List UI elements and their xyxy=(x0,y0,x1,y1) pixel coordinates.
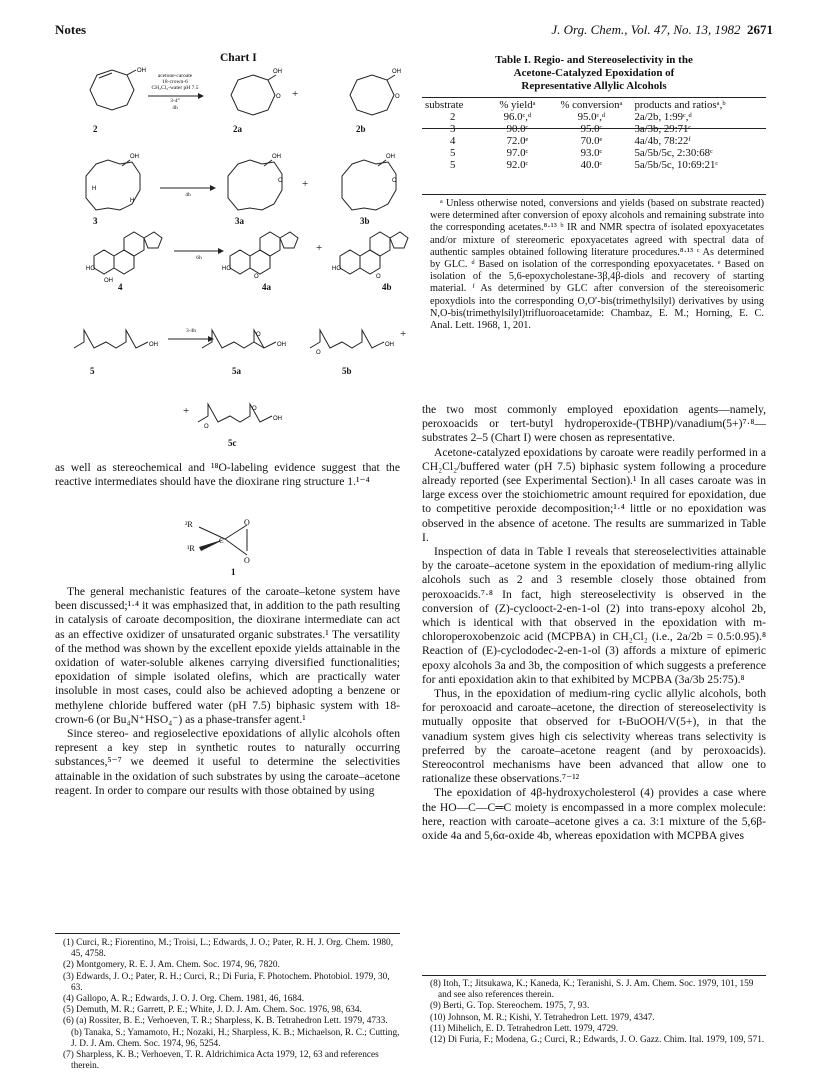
reference-7: (7) Sharpless, K. B.; Verhoeven, T. R. Aldrichimica Acta 1979, 12, 63 and references therein. xyxy=(63,1050,379,1072)
col-header-yield: % yieldᵃ xyxy=(499,99,536,111)
label-5c: 5c xyxy=(228,438,237,448)
reagent-line-4: 3-4° xyxy=(170,98,180,104)
svg-text:O: O xyxy=(392,178,397,184)
plus-sign-4: + xyxy=(400,328,407,340)
svg-text:OH: OH xyxy=(277,342,286,348)
label-2b: 2b xyxy=(356,124,366,134)
paragraph-dioxirane: as well as stereochemical and ¹⁸O-labeling evidence suggest that the reactive intermediates should have the dioxirane ring structure 1.¹⁻⁴ xyxy=(55,461,400,489)
svg-text:OH: OH xyxy=(130,154,139,160)
table-footnote-text: ᵃ Unless otherwise noted, conversions and yields (based on substrate reacted) were determined after conversion of epoxy alcohols and remaining substrate into the corresponding acetates.⁸·¹³ ᵇ IR and NMR spectra of isolated epoxyacetates and/or mixture of stereomeric epoxyacetates agreed with spectral data of authentic samples obtained following literature procedures.⁸·¹³ ᶜ As determined by GLC. ᵈ Based on isolation of the corresponding epoxyacetates. ᵉ Based on isolation of the 5,6-epoxycholestane-3β,4β-diols and recovery of starting material. ᶠ As determined by GLC after conversion of the stereoisomeric epoxydiols into the corresponding O,O′-bis(trimethylsilyl) derivatives by using N,O-bis(trimethylsilyl)trifluoroacetamide: Chambaz, E. M.; Horning, E. C. Anal. Lett. 1968, 1, 201. xyxy=(430,198,764,332)
paragraph-agents: the two most commonly employed epoxidation agents—namely, peroxoacids or tert-butyl hydroperoxide-(TBHP)/vanadium(5+)⁷·⁸—substrates 2–5 (Chart I) were chosen as representative. xyxy=(422,403,766,445)
cell-substrate: 5 xyxy=(450,147,456,159)
cell-yield: 92.0ᶜ xyxy=(506,159,529,171)
cell-products: 2a/2b, 1:99ᶜ,ᵈ xyxy=(634,111,692,123)
table-top-rule xyxy=(422,97,766,98)
svg-text:O: O xyxy=(244,556,250,565)
paragraph-stereocontrol: Thus, in the epoxidation of medium-ring cyclic allylic alcohols, both for peroxoacid and caroate–acetone, the direction of stereoselectivity is mutually opposite that observed for t-BuOOH/V(5+), in that the vanadium system gives high cis selectivity whereas trans selectivity is preferred by the caroate–acetone reagent (and by peroxoacids). Stereocontrol mechanisms have been advanced that allow one to rationalize these observations.⁷⁻¹² xyxy=(422,687,766,786)
chart-title: Chart I xyxy=(220,52,257,64)
plus-sign-2: + xyxy=(302,178,309,190)
svg-text:OH: OH xyxy=(385,342,394,348)
table-title-line-2: Acetone-Catalyzed Epoxidation of xyxy=(513,67,675,79)
reference-1: (1) Curci, R.; Fiorentino, M.; Troisi, L.; Edwards, J. O.; Pater, R. H. J. Org. Chem. 1980, 45, 4758. xyxy=(63,938,394,960)
reference-2: (2) Montgomery, R. E. J. Am. Chem. Soc. 1974, 96, 7820. xyxy=(63,960,280,971)
svg-text:O: O xyxy=(316,350,321,356)
svg-text:O: O xyxy=(278,178,283,184)
reagent-line-2: 18-crown-6 xyxy=(162,79,188,85)
reference-4: (4) Gallopo, A. R.; Edwards, J. O. J. Org. Chem. 1981, 46, 1684. xyxy=(63,994,305,1005)
svg-text:OH: OH xyxy=(273,416,282,422)
label-3a: 3a xyxy=(235,216,244,226)
label-2a: 2a xyxy=(233,124,242,134)
cell-products: 5a/5b/5c, 2:30:68ᶜ xyxy=(634,147,713,159)
reference-8: (8) Itoh, T.; Jitsukawa, K.; Kaneda, K.; Teranishi, S. J. Am. Chem. Soc. 1979, 101, 159 and see also references therein. xyxy=(430,979,754,1001)
paragraph-inspection: Inspection of data in Table I reveals that stereoselectivities attainable by the caroate–acetone system in the epoxidation of medium-ring allylic alcohols such as 2 and 3 resemble closely those obtained from peroxoacids.⁷·⁸ In fact, high stereoselectivity is observed in the conversion of (Z)-cyclooct-2-en-1-ol (2) into trans-epoxy alcohol 2b, which is identical with that observed in the epoxidation with m-chloroperoxobenzoic acid (MCPBA) in CH₂Cl₂ (i.e., 2a/2b = 0.5:0.95).⁸ Reaction of (E)-cyclododec-2-en-1-ol (3) affords a mixture of epimeric epoxy alcohols 3a and 3b, the composition of which suggests a preference for anti epoxidation akin to that exhibited by MCPBA (3a/3b 25:75).⁸ xyxy=(422,545,766,686)
right-column-body xyxy=(422,403,766,843)
table-row xyxy=(422,147,766,159)
cell-substrate: 4 xyxy=(450,135,456,147)
label-5b: 5b xyxy=(342,366,352,376)
svg-text:H: H xyxy=(130,198,135,204)
reference-9: (9) Berti, G. Top. Stereochem. 1975, 7, 93. xyxy=(430,1001,590,1012)
svg-text:O: O xyxy=(244,518,250,527)
structure-5 xyxy=(72,318,162,358)
paragraph-procedure: Acetone-catalyzed epoxidations by caroate were readily performed in a CH₂Cl₂/buffered water (pH 7.5) biphasic system following a procedure already reported (see Experimental Section).¹ In all cases caroate was in large excess over the stoichiometric amount required for epoxidation, due to competitive peroxide decomposition;¹·⁴ little or no epoxidation was observed in the absence of acetone. The results are summarized in Table I. xyxy=(422,445,766,544)
svg-text:OH: OH xyxy=(386,154,395,160)
table-title-line-1: Table I. Regio- and Stereoselectivity in the xyxy=(495,54,693,66)
label-1: 1 xyxy=(231,567,236,577)
reaction-arrow-2 xyxy=(160,185,216,191)
label-3b: 3b xyxy=(360,216,370,226)
paragraph-selectivity: Since stereo- and regioselective epoxidations of allylic alcohols often represent a key step in synthetic routes to naturally occurring substances,⁵⁻⁷ we deemed it useful to determine the selectivities attainable in the oxidation of such substrates by using the caroate–acetone reagent. In order to compare our results with those obtained by using xyxy=(55,727,400,797)
label-2: 2 xyxy=(93,124,98,134)
reference-11: (11) Mihelich, E. D. Tetrahedron Lett. 1979, 4729. xyxy=(430,1023,619,1034)
table-title xyxy=(422,54,766,93)
cell-substrate: 3 xyxy=(450,123,456,135)
svg-text:OH: OH xyxy=(392,69,401,75)
cell-yield: 97.0ᶜ xyxy=(506,147,529,159)
structure-2 xyxy=(82,68,146,120)
table-title-line-3: Representative Allylic Alcohols xyxy=(521,80,667,92)
reference-10: (10) Johnson, M. R.; Kishi, Y. Tetrahedron Lett. 1979, 4347. xyxy=(430,1012,655,1023)
structure-3a xyxy=(224,154,288,214)
label-4a: 4a xyxy=(262,282,271,292)
table-row xyxy=(422,111,766,123)
reagent-line-3: CH₂Cl₂-water pH 7.5 xyxy=(151,85,199,91)
cell-conversion: 40.0ᶜ xyxy=(580,159,603,171)
structure-4b xyxy=(332,226,412,280)
table-header-row xyxy=(422,99,766,111)
plus-sign-3: + xyxy=(316,242,323,254)
structure-2a xyxy=(226,69,286,125)
svg-text:OH: OH xyxy=(137,68,146,74)
svg-text:OH: OH xyxy=(273,69,282,75)
label-4b: 4b xyxy=(382,282,392,292)
structure-5b xyxy=(308,318,398,358)
svg-text:O: O xyxy=(254,274,259,280)
svg-text:O: O xyxy=(395,94,400,100)
structure-1-dioxirane xyxy=(185,517,265,577)
svg-text:HO: HO xyxy=(332,266,341,272)
cell-conversion: 70.0ᵉ xyxy=(580,135,603,147)
reaction-time-2: 4h xyxy=(185,192,191,198)
running-header-journal xyxy=(551,22,773,38)
reference-6: (6) (a) Rossiter, B. E.; Verhoeven, T. R.; Sharpless, K. B. Tetrahedron Lett. 1979, 4733. (b) Tanaka, S.; Yamamoto, H.; Nozaki, H.; Sharpless, K. B.; Michaelson, R. C.; Cutting, J. D. J. Am. Chem. Soc. 1974, 96, 5254. xyxy=(63,1016,400,1049)
structure-5c xyxy=(196,392,286,432)
running-header-section: Notes xyxy=(55,22,87,37)
cell-substrate: 2 xyxy=(450,111,456,123)
structure-5a xyxy=(200,318,290,358)
svg-text:O: O xyxy=(252,406,257,412)
cell-yield: 96.0ᶜ,ᵈ xyxy=(503,111,532,123)
col-header-conversion: % conversionᵃ xyxy=(560,99,623,111)
footnote-rule-right xyxy=(422,975,766,976)
svg-text:O: O xyxy=(376,274,381,280)
label-5a: 5a xyxy=(232,366,241,376)
left-column-body xyxy=(55,585,400,798)
references-right xyxy=(430,979,766,1046)
cell-conversion: 95.0ᶜ,ᵈ xyxy=(577,111,606,123)
table-row xyxy=(422,123,766,135)
reaction-time-3: 6h xyxy=(196,255,202,261)
page-number: 2671 xyxy=(747,22,773,37)
table-body xyxy=(422,111,766,171)
reaction-arrow-3 xyxy=(174,248,224,254)
table-bottom-rule xyxy=(422,194,766,195)
reaction-time-1: 4h xyxy=(172,105,178,111)
svg-text:HO: HO xyxy=(86,266,95,272)
svg-text:OH: OH xyxy=(272,154,281,160)
cell-yield: 72.0ᵉ xyxy=(506,135,529,147)
label-3: 3 xyxy=(93,216,98,226)
svg-text:²R: ²R xyxy=(185,520,193,529)
structure-2b xyxy=(345,69,405,125)
paragraph-cholesterol: The epoxidation of 4β-hydroxycholesterol (4) provides a case where the HO—C—C═C moiety is encompassed in a more complex molecule: here, reaction with caroate–acetone gives a ca. 3:1 mixture of the 5,6β-oxide 4a and 5,6α-oxide 4b, whereas epoxidation with MCPBA gives xyxy=(422,786,766,843)
journal-citation: J. Org. Chem., Vol. 47, No. 13, 1982 xyxy=(551,22,741,37)
table-row xyxy=(422,135,766,147)
reference-5: (5) Demuth, M. R.; Garrett, P. E.; White, J. D. J. Am. Chem. Soc. 1976, 98, 634. xyxy=(63,1005,362,1016)
svg-text:O: O xyxy=(204,424,209,430)
svg-text:C: C xyxy=(219,537,224,545)
table-row xyxy=(422,159,766,171)
col-header-products: products and ratiosᵃ,ᵇ xyxy=(634,99,726,111)
left-column-intro xyxy=(55,461,400,489)
reference-3: (3) Edwards, J. O.; Pater, R. H.; Curci, R.; Di Furia, F. Photochem. Photobiol. 1979, 30, 63. xyxy=(63,971,390,993)
reaction-time-4: 3-4h xyxy=(185,328,197,334)
table-footnotes xyxy=(430,198,764,332)
label-4: 4 xyxy=(118,282,123,292)
plus-sign-1: + xyxy=(292,88,299,100)
cell-products: 3a/3b, 29:71ᶜ xyxy=(634,123,692,135)
svg-text:OH: OH xyxy=(104,278,113,284)
cell-conversion: 93.0ᶜ xyxy=(580,147,603,159)
reagent-line-1: acetone-caroate xyxy=(157,73,193,79)
svg-text:O: O xyxy=(256,332,261,338)
cell-yield: 90.0ᶜ xyxy=(506,123,529,135)
svg-text:¹R: ¹R xyxy=(187,544,195,553)
table-header-rule xyxy=(422,128,766,129)
svg-text:H: H xyxy=(92,186,97,192)
structure-3b xyxy=(338,154,402,214)
svg-text:HO: HO xyxy=(222,266,231,272)
paragraph-mechanism: The general mechanistic features of the caroate–ketone system have been discussed;¹·⁴ it was emphasized that, in addition to the path resulting in catalysis of caroate decomposition, the dioxirane intermediate can act as an effective oxidizer of unsaturated organic substrates.¹ The versatility of the method was shown by the excellent epoxide yields attainable in the oxidation of water-soluble alkenes carrying diversified functionalities; epoxidation of simple isolated olefins, which are practically water insoluble in most cases, could also be achieved adopting a benzene or methylene chloride buffered water (pH 7.5) biphasic system with 18-crown-6 (or Bu₄N⁺HSO₄⁻) as a phase-transfer agent.¹ xyxy=(55,585,400,726)
svg-text:O: O xyxy=(276,94,281,100)
svg-text:OH: OH xyxy=(149,342,158,348)
cell-substrate: 5 xyxy=(450,159,456,171)
plus-sign-5: + xyxy=(183,405,190,417)
cell-products: 5a/5b/5c, 10:69:21ᶜ xyxy=(634,159,719,171)
structure-4a xyxy=(222,226,302,280)
structure-3 xyxy=(82,154,146,214)
structure-4 xyxy=(86,226,166,284)
cell-conversion: 95.0ᶜ xyxy=(580,123,603,135)
reference-12: (12) Di Furia, F.; Modena, G.; Curci, R.; Edwards, J. O. Gazz. Chim. Ital. 1979, 109, 571. xyxy=(430,1035,765,1046)
references-left xyxy=(63,938,400,1072)
footnote-rule-left xyxy=(55,933,400,934)
table-i xyxy=(422,99,766,171)
label-5: 5 xyxy=(90,366,95,376)
cell-products: 4a/4b, 78:22ᶠ xyxy=(634,135,691,147)
col-header-substrate: substrate xyxy=(425,99,464,111)
